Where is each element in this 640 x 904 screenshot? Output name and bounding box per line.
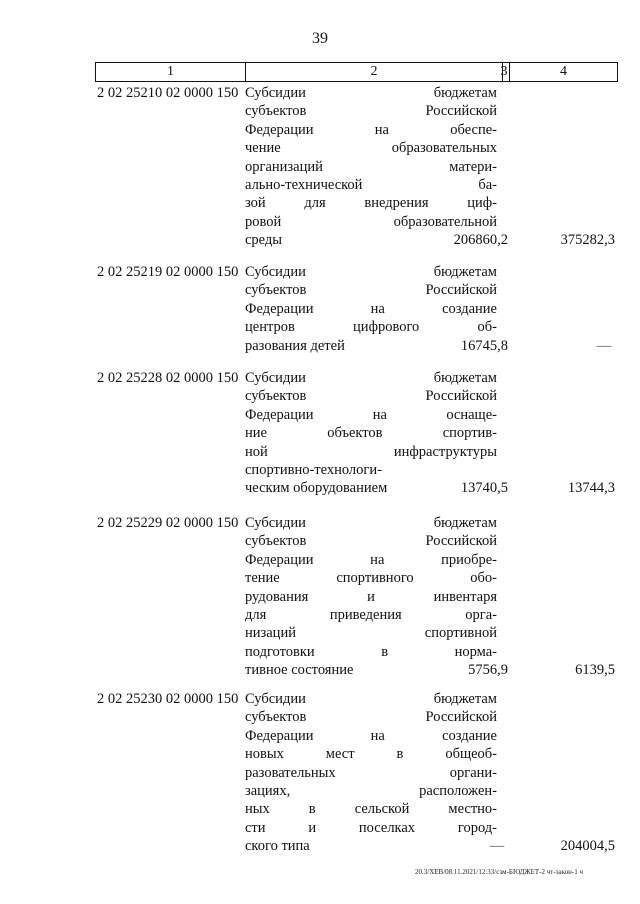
description-line: подготовки в норма- xyxy=(245,643,497,660)
value-col-3: 5756,9 xyxy=(468,662,508,679)
description-line: разовательных органи- xyxy=(245,764,497,781)
description-line: ние объектов спортив- xyxy=(245,425,497,442)
description-line: тение спортивного обо- xyxy=(245,570,497,587)
description-line: ского типа xyxy=(245,838,310,855)
description-line: Федерации на обеспе- xyxy=(245,121,497,138)
value-col-4: 13744,3 xyxy=(567,480,615,497)
empty-dash xyxy=(486,837,508,855)
description-line: организаций матери- xyxy=(245,158,497,175)
header-col-2: 2 xyxy=(370,64,378,79)
budget-code: 2 02 25229 02 0000 150 xyxy=(97,515,239,531)
description xyxy=(245,369,497,498)
footer-stamp: 20.3/XEB/08.11.2021/12:33/сзм-БЮДЖЕТ-2 чт-закон-1 ч xyxy=(415,868,583,876)
description-line: ной инфраструктуры xyxy=(245,443,497,460)
description-line: разования детей xyxy=(245,337,345,354)
value-col-4: 6139,5 xyxy=(575,662,615,679)
header-col-3: 3 xyxy=(500,64,508,79)
budget-code: 2 02 25210 02 0000 150 xyxy=(97,85,239,101)
description-line: Федерации на создание xyxy=(245,727,497,744)
budget-code: 2 02 25230 02 0000 150 xyxy=(97,691,239,707)
description-line: спортивно-технологи- xyxy=(245,462,382,479)
value-col-4: 204004,5 xyxy=(560,838,615,855)
description-line: рудования и инвентаря xyxy=(245,588,497,605)
description xyxy=(245,263,497,355)
description-line: субъектов Российской xyxy=(245,282,497,299)
value-col-3: 16745,8 xyxy=(460,337,508,354)
description-line: Субсидии бюджетам xyxy=(245,370,497,386)
description-line: субъектов Российской xyxy=(245,709,497,726)
description-line: субъектов Российской xyxy=(245,533,497,550)
empty-value: — xyxy=(596,337,612,354)
description-line: зой для внедрения циф- xyxy=(245,195,497,212)
description-line: Федерации на создание xyxy=(245,300,497,317)
description-line: ровой образовательной xyxy=(245,213,497,230)
description-line: Субсидии бюджетам xyxy=(245,264,497,280)
description-line: Федерации на приобре- xyxy=(245,551,497,568)
description-line: Субсидии бюджетам xyxy=(245,515,497,531)
description-line: ных в сельской местно- xyxy=(245,801,497,818)
description-line: тивное состояние xyxy=(245,662,354,679)
description-line: для приведения орга- xyxy=(245,607,497,624)
description-line: зациях, расположен- xyxy=(245,783,497,800)
header-col-4: 4 xyxy=(560,64,567,79)
description xyxy=(245,690,497,856)
description-line: субъектов Российской xyxy=(245,103,497,120)
description xyxy=(245,84,497,250)
description-line: сти и поселках город- xyxy=(245,819,497,836)
header-col-1: 1 xyxy=(167,64,174,79)
value-col-3: 13740,5 xyxy=(460,480,508,497)
table-header xyxy=(95,62,618,82)
empty-value: — xyxy=(489,838,505,855)
description-line: Федерации на оснаще- xyxy=(245,406,497,423)
description-line: центров цифрового об- xyxy=(245,319,497,336)
budget-code: 2 02 25228 02 0000 150 xyxy=(97,370,239,386)
budget-code: 2 02 25219 02 0000 150 xyxy=(97,264,239,280)
description-line: Субсидии бюджетам xyxy=(245,691,497,707)
description-line: Субсидии бюджетам xyxy=(245,85,497,101)
description-line: чение образовательных xyxy=(245,140,497,157)
description-line: новых мест в общеоб- xyxy=(245,746,497,763)
description xyxy=(245,514,497,680)
description-line: ально-технической ба- xyxy=(245,177,497,194)
empty-dash xyxy=(593,337,615,355)
page-number: 39 xyxy=(312,30,328,47)
description-line: низаций спортивной xyxy=(245,625,497,642)
description-line: ческим оборудованием xyxy=(245,480,388,497)
value-col-4: 375282,3 xyxy=(560,232,615,249)
description-line: субъектов Российской xyxy=(245,388,497,405)
value-col-3: 206860,2 xyxy=(453,232,508,249)
description-line: среды xyxy=(245,232,283,249)
